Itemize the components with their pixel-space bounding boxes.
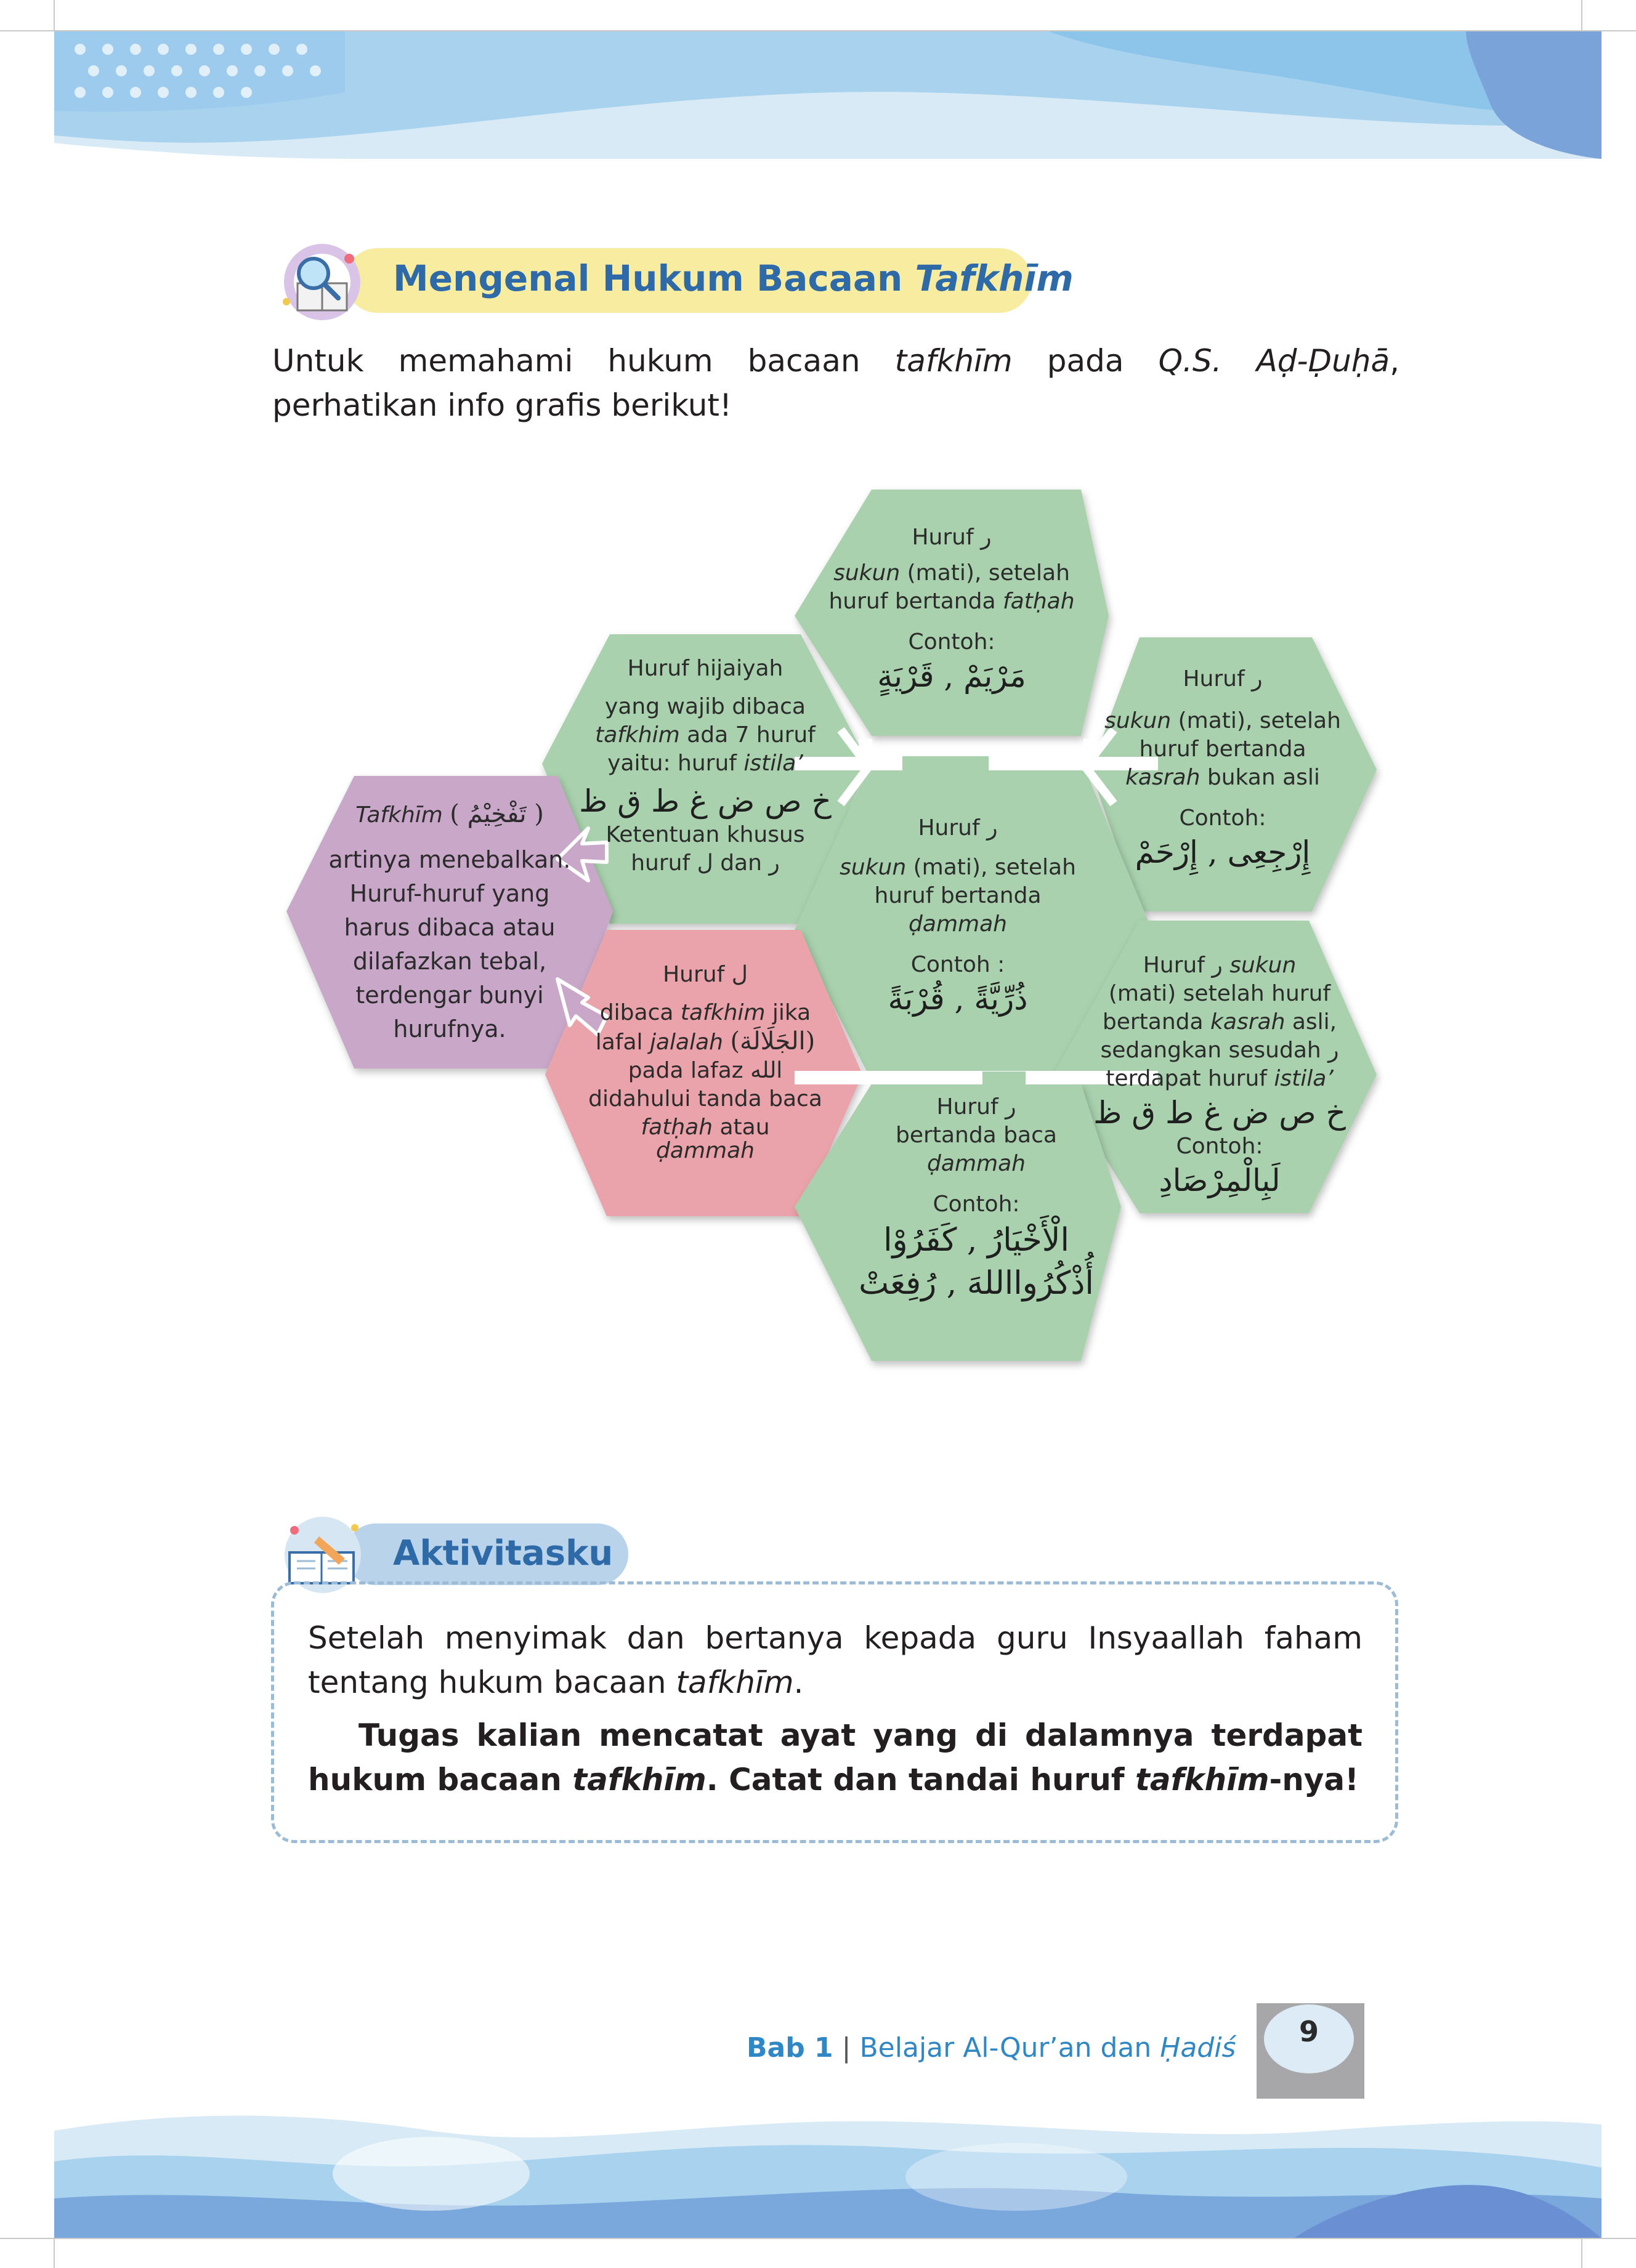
hex-center-text <box>825 814 1090 1019</box>
hex-rb-arabic2: لَبِالْمِرْصَادِ <box>1159 1163 1281 1198</box>
page-number: 9 <box>1298 2015 1319 2048</box>
hex-right-top-text <box>1084 665 1361 872</box>
activity-p1-tafkhim: tafkhīm <box>676 1665 794 1700</box>
activity-p2-tafkhim: tafkhīm <box>572 1762 707 1798</box>
hex-rt-kasrah: kasrah <box>1125 765 1201 790</box>
hex-pink-line2 <box>576 999 835 1027</box>
hex-rb-line3c: asli, <box>1292 1009 1337 1035</box>
footer-bab: Bab 1 <box>747 2032 833 2064</box>
hex-top-arabic: مَرْيَمْ , قَرْيَةٍ <box>877 658 1026 694</box>
hex-rb-line5a: terdapat huruf <box>1106 1066 1267 1091</box>
hex-rb-line3 <box>1081 1008 1358 1036</box>
intro-text-4: Q.S. Aḍ-Ḍuḥā <box>1158 343 1390 379</box>
hex-rb-istila: istila’ <box>1274 1066 1334 1091</box>
hex-left-line4 <box>573 749 838 778</box>
activity-paragraph-1 <box>308 1616 1363 1705</box>
hex-center-line2b: (mati), setelah <box>913 855 1076 880</box>
hex-left-istila: istila’ <box>743 751 803 776</box>
section-title-italic: Tafkhīm <box>915 257 1074 299</box>
hex-purple-arabic: ( تَفْخِيْمُ ) <box>450 800 544 828</box>
footer-separator: | <box>841 2032 851 2064</box>
hex-rb-arabic: خ ص ض غ ط ق ظ <box>1093 1095 1346 1131</box>
hex-pink-line2a: dibaca <box>599 1000 674 1025</box>
hex-rt-arabic: إِرْجِعِى , إِرْحَمْ <box>1135 834 1311 870</box>
hex-bottom-line2: bertanda baca <box>896 1123 1057 1148</box>
intro-text-3: pada <box>1047 343 1124 379</box>
hex-top-line1: Huruf ر <box>912 525 992 550</box>
hex-top-text <box>819 523 1084 696</box>
hex-rb-contoh: Contoh: <box>1176 1134 1263 1159</box>
activity-p1-text: Setelah menyimak dan bertanya kepada guru Insyaallah faham tentang hukum bacaan <box>308 1620 1363 1700</box>
hex-pink-atau: atau <box>719 1115 770 1140</box>
intro-text-1: Untuk memahami hukum bacaan <box>272 343 861 379</box>
hex-pink-line3 <box>576 1027 835 1057</box>
hex-center-line2 <box>825 854 1090 882</box>
hex-rb-line1 <box>1081 951 1358 980</box>
hex-rt-sukun: sukun <box>1104 708 1172 733</box>
hex-bottom-arabic1: الْأَخْيَارُ , كَفَرُوْا <box>883 1222 1069 1259</box>
hex-pink-jalalah: jalalah <box>649 1030 723 1055</box>
hex-top-line3a: huruf bertanda <box>828 589 996 614</box>
hex-bottom-text <box>822 1093 1130 1305</box>
footer-title: Belajar Al-Qur’an dan <box>859 2032 1152 2064</box>
hex-left-line2: yang wajib dibaca <box>605 694 806 719</box>
hex-rt-line4b: bukan asli <box>1207 765 1320 790</box>
activity-p2-tafkhim2: tafkhīm <box>1135 1762 1270 1798</box>
hex-top-line3 <box>819 587 1084 616</box>
hex-rt-contoh: Contoh: <box>1179 805 1266 831</box>
footer-chapter <box>747 2032 1236 2064</box>
hex-rt-line2b: (mati), setelah <box>1178 708 1341 733</box>
hex-pink-line1: Huruf ل <box>663 962 748 987</box>
hex-top-contoh: Contoh: <box>908 629 995 655</box>
hex-pink-line2c: jika <box>772 1000 811 1025</box>
hex-center-arabic: ذُرِّيَّةً , قُرْبَةً <box>888 981 1028 1017</box>
hex-purple-body: artinya menebalkan. Huruf-huruf yang harus dibaca atau dilafazkan tebal, terdengar bunyi hurufnya. <box>328 846 571 1043</box>
hex-center-contoh: Contoh : <box>910 952 1005 977</box>
hex-left-line3b: ada 7 huruf <box>687 722 816 748</box>
hex-pink-line4: pada lafaz الله <box>628 1058 783 1083</box>
hex-rt-line4 <box>1084 764 1361 792</box>
hex-rb-kasrah: kasrah <box>1210 1009 1286 1035</box>
hex-left-line3 <box>573 721 838 749</box>
hex-pink-text <box>576 961 835 1165</box>
section-title-main: Mengenal Hukum Bacaan <box>393 257 903 299</box>
hex-left-tafkhim: tafkhim <box>595 722 680 748</box>
activity-p2-text: Tugas kalian mencatat ayat yang di dalamnya terdapat hukum bacaan <box>308 1717 1363 1798</box>
hex-rt-line1: Huruf ر <box>1183 666 1263 692</box>
hex-bottom-arabic2: أُذْكُرُوااللهَ , رُفِعَتْ <box>859 1265 1094 1302</box>
hex-left-line6: huruf ل dan ر <box>631 850 780 876</box>
hex-top-line2 <box>819 559 1084 587</box>
hex-left-line1: Huruf hijaiyah <box>627 656 784 681</box>
hex-left-arabic: خ ص ض غ ط ق ظ <box>579 783 832 819</box>
hex-rb-line2: (mati) setelah huruf <box>1108 981 1331 1006</box>
hex-pink-fathah: fatḥah <box>641 1115 713 1140</box>
intro-text-5: , perhatikan info grafis berikut! <box>272 343 1399 423</box>
hex-rb-line1a: Huruf ر <box>1143 953 1223 978</box>
hex-rb-sukun: sukun <box>1229 953 1297 978</box>
activity-title: Aktivitasku <box>393 1533 614 1573</box>
activity-p2-end: -nya! <box>1269 1762 1359 1798</box>
hex-rt-line2 <box>1084 707 1361 735</box>
hex-left-line5: Ketentuan khusus <box>605 822 805 847</box>
footer-banner <box>0 2106 1636 2268</box>
hex-purple-title <box>323 797 576 832</box>
hex-top-sukun: sukun <box>833 560 901 586</box>
hex-center-line1: Huruf ر <box>918 815 998 841</box>
activity-p2-text2: . Catat dan tandai huruf <box>706 1762 1125 1798</box>
hex-pink-line3a: lafal <box>595 1030 643 1055</box>
hex-pink-arabic-jalalah: (الجَلَالَة) <box>730 1027 816 1055</box>
footer-hadis: Ḥadiś <box>1160 2032 1236 2064</box>
activity-paragraph-2 <box>308 1713 1363 1802</box>
hex-left-line4a: yaitu: huruf <box>607 751 737 776</box>
hex-pink-line5: didahului tanda baca <box>588 1086 822 1112</box>
hex-rt-line3: huruf bertanda <box>1139 736 1306 762</box>
hex-pink-tafkhim: tafkhim <box>680 1000 766 1025</box>
hex-bottom-line3: ḍammah <box>927 1151 1026 1176</box>
intro-text-2: tafkhīm <box>894 343 1013 379</box>
hex-bottom-contoh: Contoh: <box>933 1192 1020 1217</box>
hex-top-fathah: fatḥah <box>1002 589 1075 614</box>
hex-left-text <box>573 655 838 878</box>
hex-center-sukun: sukun <box>840 855 907 880</box>
activity-p1-end: . <box>793 1665 804 1700</box>
hex-rb-line3a: bertanda <box>1102 1009 1204 1035</box>
hex-rb-line4: sedangkan sesudah ر <box>1100 1038 1339 1063</box>
hex-top-line2b: (mati), setelah <box>907 560 1070 586</box>
hex-purple-tafkhim: Tafkhīm <box>355 802 443 828</box>
hex-bottom-line1: Huruf ر <box>936 1094 1016 1120</box>
hex-rb-line5 <box>1081 1065 1358 1093</box>
hex-pink-line7: ḍammah <box>656 1138 755 1163</box>
hex-center-line4: ḍammah <box>909 911 1007 937</box>
hex-purple-text <box>323 797 576 1046</box>
hex-center-line3: huruf bertanda <box>874 883 1042 908</box>
